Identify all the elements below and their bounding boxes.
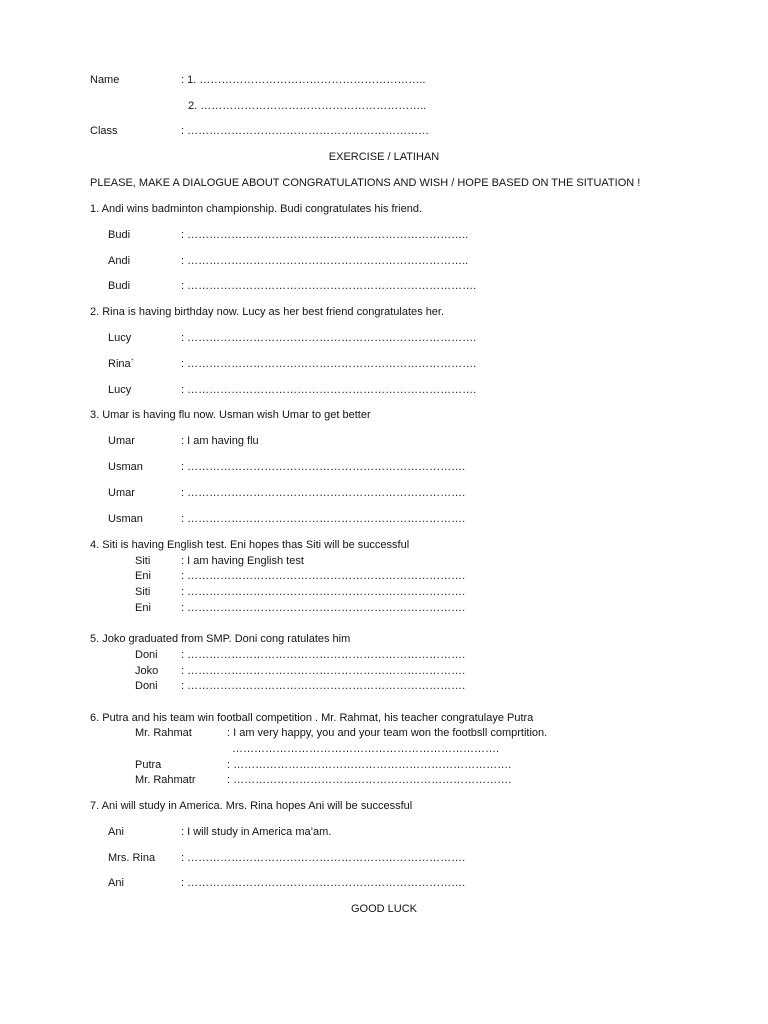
class-label: Class xyxy=(90,125,118,137)
answer-line: : …………………………………………………………………. xyxy=(181,487,466,499)
instruction: PLEASE, MAKE A DIALOGUE ABOUT CONGRATULATIONS AND WISH / HOPE BASED ON THE SITUATION ! xyxy=(90,177,641,189)
speaker: Siti xyxy=(135,555,151,567)
answer-line: : …………………………………………………………………. xyxy=(227,759,512,771)
speaker: Usman xyxy=(108,461,143,473)
exercise-3-prompt: 3. Umar is having flu now. Usman wish Umar to get better xyxy=(90,409,371,421)
speaker: Mr. Rahmatr xyxy=(135,774,196,786)
exercise-7-prompt: 7. Ani will study in America. Mrs. Rina hopes Ani will be successful xyxy=(90,800,413,812)
name-label: Name xyxy=(90,74,120,86)
speaker: Lucy xyxy=(108,384,132,396)
speaker: Joko xyxy=(135,665,159,677)
answer-line: : …………………………………………………………………. xyxy=(181,877,466,889)
answer-line: : ……………………………………………………………………. xyxy=(181,280,477,292)
exercise-5-prompt: 5. Joko graduated from SMP. Doni cong ratulates him xyxy=(90,633,351,645)
speaker: Mr. Rahmat xyxy=(135,727,192,739)
answer-line: : ………………………………………………………………….. xyxy=(181,229,469,241)
exercise-6-prompt: 6. Putra and his team win football competition . Mr. Rahmat, his teacher congratulaye Putra xyxy=(90,712,534,724)
speaker: Umar xyxy=(108,487,135,499)
given-line: : I will study in America ma’am. xyxy=(181,826,332,838)
exercise-4-prompt: 4. Siti is having English test. Eni hopes thas Siti will be successful xyxy=(90,539,410,551)
speaker: Andi xyxy=(108,255,131,267)
answer-line: : …………………………………………………………………. xyxy=(181,680,466,692)
given-line: : I am very happy, you and your team won the footbsll comprtition. xyxy=(227,727,548,739)
answer-line: : …………………………………………………………………. xyxy=(181,586,466,598)
answer-line: : ……………………………………………………………………. xyxy=(181,358,477,370)
answer-line: : …………………………………………………………………. xyxy=(181,602,466,614)
answer-line: : ……………………………………………………………………. xyxy=(181,332,477,344)
speaker: Budi xyxy=(108,229,131,241)
speaker: Eni xyxy=(135,602,151,614)
speaker: Budi xyxy=(108,280,131,292)
speaker: Umar xyxy=(108,435,135,447)
speaker: Mrs. Rina xyxy=(108,852,156,864)
given-line: : I am having English test xyxy=(181,555,304,567)
exercise-2-prompt: 2. Rina is having birthday now. Lucy as her best friend congratulates her. xyxy=(90,306,445,318)
name-line-1: : 1. …………………………………………………….. xyxy=(181,74,426,86)
speaker: Lucy xyxy=(108,332,132,344)
given-line: : I am having flu xyxy=(181,435,259,447)
answer-line: : …………………………………………………………………. xyxy=(181,665,466,677)
answer-line: : …………………………………………………………………. xyxy=(181,649,466,661)
speaker: Siti xyxy=(135,586,151,598)
speaker: Doni xyxy=(135,680,158,692)
answer-line: : …………………………………………………………………. xyxy=(181,570,466,582)
exercise-title: EXERCISE / LATIHAN xyxy=(328,151,440,163)
exercise-1-prompt: 1. Andi wins badminton championship. Budi congratulates his friend. xyxy=(90,203,423,215)
class-line: : ………………………………………………………… xyxy=(181,125,430,137)
good-luck-footer: GOOD LUCK xyxy=(350,903,417,915)
answer-line: ………………………………………………………………. xyxy=(232,743,500,755)
speaker: Eni xyxy=(135,570,151,582)
speaker: Usman xyxy=(108,513,143,525)
answer-line: : …………………………………………………………………. xyxy=(181,513,466,525)
name-line-2: 2. …………………………………………………….. xyxy=(188,100,427,112)
answer-line: : …………………………………………………………………. xyxy=(181,852,466,864)
answer-line: : ……………………………………………………………………. xyxy=(181,384,477,396)
answer-line: : ………………………………………………………………….. xyxy=(181,255,469,267)
speaker: Ani xyxy=(108,826,124,838)
speaker: Rina` xyxy=(108,358,135,370)
answer-line: : …………………………………………………………………. xyxy=(227,774,512,786)
answer-line: : …………………………………………………………………. xyxy=(181,461,466,473)
speaker: Ani xyxy=(108,877,124,889)
speaker: Doni xyxy=(135,649,158,661)
speaker: Putra xyxy=(135,759,162,771)
